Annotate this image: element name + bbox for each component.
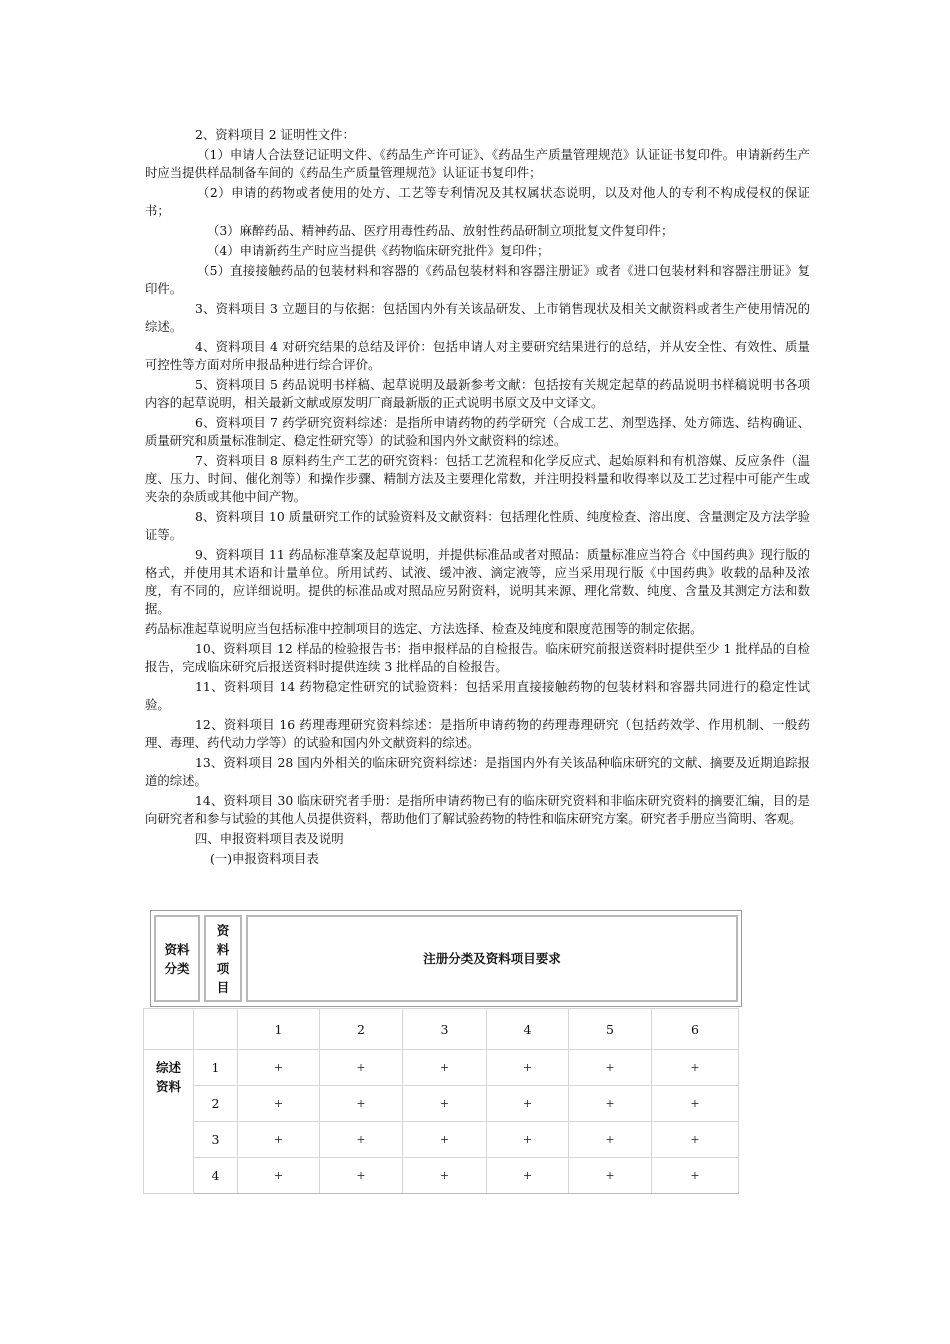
paragraph-item-5: 5、资料项目 5 药品说明书样稿、起草说明及最新参考文献：包括按有关规定起草的药品说明书样稿说明书各项内容的起草说明，相关最新文献或原发明厂商最新版的正式说明书原文及中文译文。 <box>145 377 810 410</box>
paragraph-item-10: 10、资料项目 12 样品的检验报告书：指申报样品的自检报告。临床研究前报送资料时提供至少 1 批样品的自检报告，完成临床研究后报送资料时提供连续 3 批样品的自检报告。 <box>145 641 810 674</box>
paragraph-item-2: 2、资料项目 2 证明性文件： <box>195 127 355 142</box>
paragraph-item-7: 7、资料项目 8 原料药生产工艺的研究资料：包括工艺流程和化学反应式、起始原料和有机溶媒、反应条件（温度、压力、时间、催化剂等）和操作步骤、精制方法及主要理化常数，并注明投料量和收得率以及工艺过程中可能产生或夹杂的杂质或其他中间产物。 <box>145 453 810 504</box>
paragraph-item-8: 8、资料项目 10 质量研究工作的试验资料及文献资料：包括理化性质、纯度检查、溶出度、含量测定及方法学验证等。 <box>145 509 810 542</box>
sub-heading: (一)申报资料项目表 <box>210 851 319 866</box>
requirement-cell: + <box>652 1050 739 1086</box>
column-number: 1 <box>238 1009 320 1050</box>
requirement-cell: + <box>569 1050 652 1086</box>
requirement-cell: + <box>652 1122 739 1158</box>
paragraph-item-3: 3、资料项目 3 立题目的与依据：包括国内外有关该品研发、上市销售现状及相关文献资料或者生产使用情况的综述。 <box>145 301 810 334</box>
table-row <box>144 1158 739 1194</box>
category-cell <box>144 1050 194 1194</box>
requirement-cell: + <box>238 1122 320 1158</box>
requirement-cell: + <box>487 1050 569 1086</box>
paragraph-item-9: 9、资料项目 11 药品标准草案及起草说明，并提供标准品或者对照品：质量标准应当符合《中国药典》现行版的格式，并使用其术语和计量单位。所用试药、试液、缓冲液、滴定液等，应当采用现行版《中国药典》收载的品种及浓度，有不同的，应详细说明。提供的标准品或对照品应另附资料，说明其来源、理化常数、纯度、含量及其测定方法和数据。 <box>145 547 810 616</box>
requirement-cell: + <box>652 1086 739 1122</box>
requirement-cell: + <box>569 1122 652 1158</box>
paragraph-item-2-3: （3）麻醉药品、精神药品、医疗用毒性药品、放射性药品研制立项批复文件复印件； <box>207 223 674 238</box>
header-item-label: 资料项目 <box>216 922 230 995</box>
requirement-cell: + <box>652 1158 739 1194</box>
table-row <box>144 1086 739 1122</box>
table-row <box>144 1122 739 1158</box>
requirements-table <box>143 1008 739 1194</box>
header-category-label: 资料分类 <box>164 941 190 976</box>
paragraph-item-11: 11、资料项目 14 药物稳定性研究的试验资料：包括采用直接接触药物的包装材料和容器共同进行的稳定性试验。 <box>145 679 810 712</box>
column-number: 2 <box>320 1009 403 1050</box>
requirement-cell: + <box>487 1158 569 1194</box>
empty-cell <box>194 1009 238 1050</box>
paragraph-item-2-4: （4）申请新药生产时应当提供《药物临床研究批件》复印件； <box>207 243 550 258</box>
empty-cell <box>144 1009 194 1050</box>
header-category-cell <box>154 915 200 1002</box>
paragraph-item-12: 12、资料项目 16 药理毒理研究资料综述：是指所申请药物的药理毒理研究（包括药效学、作用机制、一般药理、毒理、药代动力学等）的试验和国内外文献资料的综述。 <box>145 717 810 750</box>
header-item-cell <box>204 915 242 1002</box>
requirement-cell: + <box>487 1122 569 1158</box>
requirement-cell: + <box>403 1122 487 1158</box>
section-heading: 四、申报资料项目表及说明 <box>195 831 344 846</box>
table-header <box>150 910 742 1007</box>
column-number: 3 <box>403 1009 487 1050</box>
column-number: 5 <box>569 1009 652 1050</box>
item-number: 4 <box>194 1158 238 1194</box>
paragraph-item-13: 13、资料项目 28 国内外相关的临床研究资料综述：是指国内外有关该品种临床研究的文献、摘要及近期追踪报道的综述。 <box>145 755 810 788</box>
column-number: 4 <box>487 1009 569 1050</box>
header-requirements-cell <box>246 915 738 1002</box>
requirement-cell: + <box>238 1050 320 1086</box>
category-label: 综述资料 <box>155 1060 181 1094</box>
table-row <box>144 1050 739 1086</box>
paragraph-item-2-2: （2）申请的药物或者使用的处方、工艺等专利情况及其权属状态说明，以及对他人的专利不构成侵权的保证书； <box>145 185 810 218</box>
requirement-cell: + <box>320 1158 403 1194</box>
requirement-cell: + <box>320 1050 403 1086</box>
requirement-cell: + <box>320 1086 403 1122</box>
requirement-cell: + <box>320 1122 403 1158</box>
header-requirements-label: 注册分类及资料项目要求 <box>423 951 561 966</box>
requirement-cell: + <box>569 1158 652 1194</box>
paragraph-item-6: 6、资料项目 7 药学研究资料综述：是指所申请药物的药学研究（合成工艺、剂型选择、处方筛选、结构确证、质量研究和质量标准制定、稳定性研究等）的试验和国内外文献资料的综述。 <box>145 415 810 448</box>
requirement-cell: + <box>403 1086 487 1122</box>
table-row-columns <box>144 1009 739 1050</box>
paragraph-standard-note: 药品标准起草说明应当包括标准中控制项目的选定、方法选择、检查及纯度和限度范围等的制定依据。 <box>145 621 703 636</box>
paragraph-item-14: 14、资料项目 30 临床研究者手册：是指所申请药物已有的临床研究资料和非临床研究资料的摘要汇编，目的是向研究者和参与试验的其他人员提供资料，帮助他们了解试验药物的特性和临床研究方案。研究者手册应当简明、客观。 <box>145 793 810 826</box>
requirement-cell: + <box>487 1086 569 1122</box>
paragraph-item-4: 4、资料项目 4 对研究结果的总结及评价：包括申请人对主要研究结果进行的总结，并从安全性、有效性、质量可控性等方面对所申报品种进行综合评价。 <box>145 339 810 372</box>
requirement-cell: + <box>403 1158 487 1194</box>
column-number: 6 <box>652 1009 739 1050</box>
document-body <box>145 126 810 870</box>
paragraph-item-2-1: （1）申请人合法登记证明文件、《药品生产许可证》、《药品生产质量管理规范》认证证书复印件。申请新药生产时应当提供样品制备车间的《药品生产质量管理规范》认证证书复印件； <box>145 147 810 180</box>
requirement-cell: + <box>238 1086 320 1122</box>
requirement-cell: + <box>238 1158 320 1194</box>
requirement-cell: + <box>403 1050 487 1086</box>
requirement-cell: + <box>569 1086 652 1122</box>
item-number: 2 <box>194 1086 238 1122</box>
paragraph-item-2-5: （5）直接接触药品的包装材料和容器的《药品包装材料和容器注册证》或者《进口包装材料和容器注册证》复印件。 <box>145 263 810 296</box>
item-number: 3 <box>194 1122 238 1158</box>
item-number: 1 <box>194 1050 238 1086</box>
